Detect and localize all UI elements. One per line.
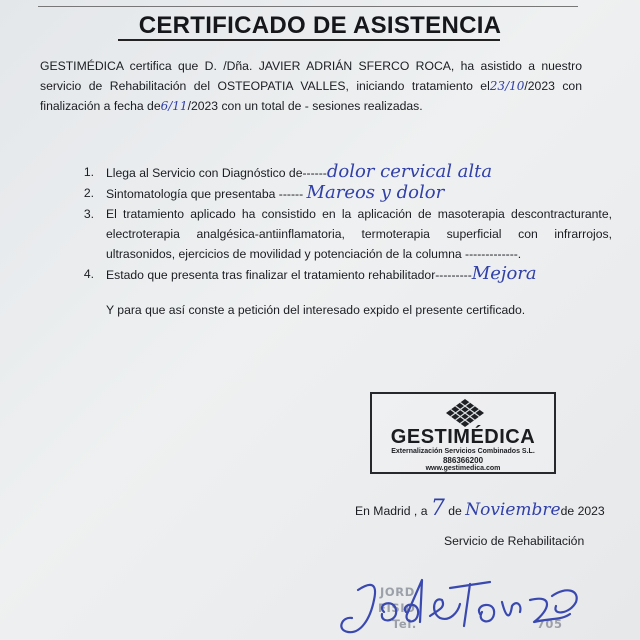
dash-filler: --------- (435, 268, 472, 282)
certificate-title: CERTIFICADO DE ASISTENCIA (138, 12, 502, 39)
list-number: 4. (83, 267, 94, 281)
list-text: Sintomatología que presentaba (106, 187, 276, 201)
stamp-subtitle: Externalización Servicios Combinados S.L. (391, 448, 535, 455)
handwritten-diagnosis: dolor cervical alta (326, 161, 493, 182)
handwritten-end-date: 6/11 (160, 99, 188, 113)
sig-stamp-tel: Tel. (392, 617, 417, 631)
list-item (40, 264, 612, 285)
place-prefix: En Madrid , a (355, 504, 428, 518)
handwritten-signature (330, 560, 590, 640)
place-de: de (448, 504, 462, 518)
list-number: 1. (83, 165, 94, 179)
top-rule (38, 6, 578, 7)
handwritten-status: Mejora (471, 263, 537, 284)
service-label: Servicio de Rehabilitación (444, 534, 585, 548)
stamp-phone: 886366200 (442, 456, 484, 465)
sig-stamp-line: FISIO (378, 601, 416, 615)
handwritten-start-date: 23/10 (489, 79, 525, 93)
treatment-list (40, 161, 612, 285)
list-item (40, 162, 612, 183)
diamond-logo-icon (444, 398, 486, 428)
sig-stamp-line: JORD (380, 585, 415, 599)
place-suffix: de 2023 (560, 504, 605, 518)
handwritten-symptoms: Mareos y dolor (306, 182, 445, 203)
list-number: 3. (83, 207, 94, 221)
list-number: 2. (83, 186, 94, 200)
sig-stamp-tail: 705 (536, 617, 563, 631)
intro-paragraph (40, 56, 582, 116)
list-text: El tratamiento aplicado ha consistido en la aplicación de masoterapia descontracturante, electroterapia analgésica-antiinflamatoria, termoterapia superficial con infrarrojos, ultrasonidos, ejercicios de movilidad y potenciación de la columna -------------. (106, 207, 612, 261)
list-item (40, 183, 612, 204)
closing-statement: Y para que así conste a petición del interesado expido el presente certificado. (106, 303, 526, 317)
handwritten-month: Noviembre (465, 500, 561, 520)
list-item (40, 204, 612, 264)
list-text: Estado que presenta tras finalizar el tratamiento rehabilitador (106, 268, 436, 282)
handwritten-day: 7 (430, 496, 445, 521)
intro-text-2: /2023 con finalización a fecha de (40, 79, 582, 113)
intro-text-3: /2023 con un total de - sesiones realizadas. (187, 99, 423, 113)
title-underline (118, 39, 500, 41)
stamp-website: www.gestimedica.com (425, 465, 501, 472)
list-text: Llega al Servicio con Diagnóstico de (106, 166, 303, 180)
place-date-line (355, 496, 605, 521)
intro-text-1: GESTIMÉDICA certifica que D. /Dña. JAVIER ADRIÁN SFERCO ROCA, ha asistido a nuestro servicio de Rehabilitación del OSTEOPATIA VALLES, iniciando tratamiento el (40, 59, 582, 93)
stamp-company-name: GESTIMÉDICA (390, 426, 536, 448)
dash-filler: ------ (302, 166, 327, 180)
dash-filler: ------ (278, 187, 304, 201)
company-stamp (370, 392, 556, 474)
